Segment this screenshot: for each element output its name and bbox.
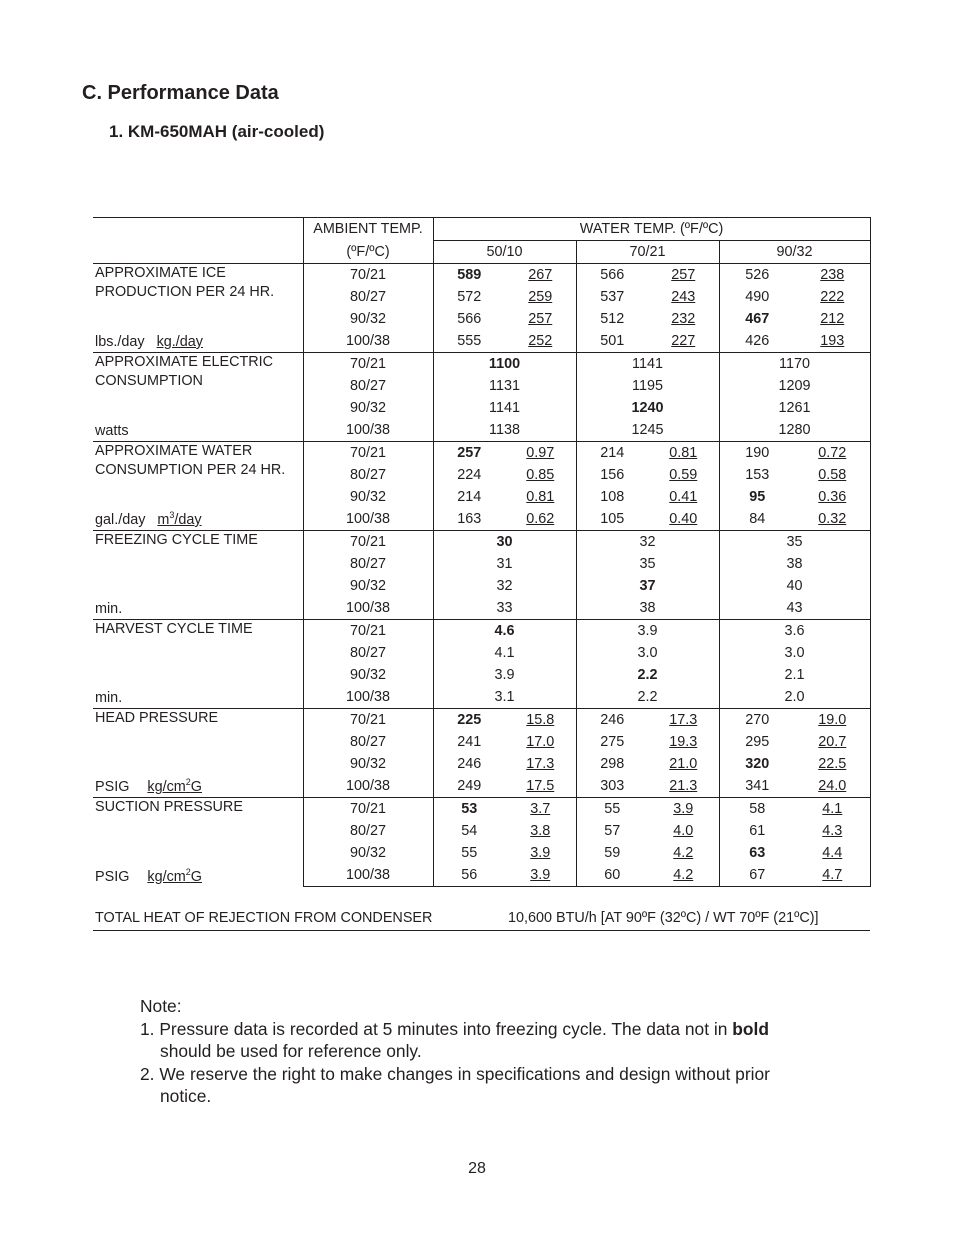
value-cell: 1280	[719, 419, 870, 442]
value-cell: 43	[719, 597, 870, 620]
ambient-temp-cell: 80/27	[303, 642, 433, 664]
ambient-unit-header: (ºF/ºC)	[303, 241, 433, 264]
value-cell: 0.81	[648, 442, 719, 465]
ambient-header: AMBIENT TEMP.	[303, 218, 433, 241]
value-cell: 61	[749, 823, 766, 839]
value-cell: 163	[433, 508, 505, 531]
value-cell: 55	[461, 845, 478, 861]
unit-primary: min.	[95, 601, 123, 617]
header-row-1	[93, 218, 870, 241]
value-cell: 295	[745, 734, 770, 750]
value-cell: 1209	[719, 375, 870, 397]
value-cell: 4.1	[433, 642, 576, 664]
unit-primary: PSIG	[95, 779, 130, 795]
value-cell: 0.85	[505, 464, 576, 486]
value-cell: 537	[600, 289, 625, 305]
ambient-temp-cell: 90/32	[303, 486, 433, 508]
value-cell: 21.3	[648, 775, 719, 798]
value-cell: 0.62	[505, 508, 576, 531]
value-cell: 57	[604, 823, 621, 839]
value-cell: 1141	[576, 353, 719, 376]
value-cell: 0.59	[648, 464, 719, 486]
ambient-temp-cell: 80/27	[303, 286, 433, 308]
value-cell: 17.3	[505, 753, 576, 775]
value-cell: 490	[745, 289, 770, 305]
value-cell: 54	[461, 823, 478, 839]
value-cell: 566	[457, 311, 482, 327]
ambient-temp-cell: 100/38	[303, 775, 433, 798]
value-cell: 222	[795, 286, 870, 308]
section-label-line: CONSUMPTION PER 24 HR.	[95, 462, 286, 478]
ambient-temp-cell: 90/32	[303, 397, 433, 419]
water-col-50: 50/10	[433, 241, 576, 264]
table-row	[93, 620, 870, 643]
value-cell: 190	[719, 442, 795, 465]
value-cell: 246	[457, 756, 482, 772]
value-cell: 4.3	[795, 820, 870, 842]
value-cell: 3.9	[648, 798, 719, 821]
ambient-temp-cell: 100/38	[303, 686, 433, 709]
section-label-line: APPROXIMATE ICE	[95, 265, 226, 281]
ambient-temp-cell: 100/38	[303, 864, 433, 887]
value-cell: 37	[576, 575, 719, 597]
value-cell: 193	[795, 330, 870, 353]
value-cell: 3.7	[505, 798, 576, 821]
value-cell: 0.58	[795, 464, 870, 486]
value-cell: 40	[719, 575, 870, 597]
ambient-temp-cell: 70/21	[303, 353, 433, 376]
value-cell: 31	[433, 553, 576, 575]
value-cell: 3.0	[576, 642, 719, 664]
value-cell: 67	[719, 864, 795, 887]
value-cell: 3.9	[433, 664, 576, 686]
ambient-temp-cell: 80/27	[303, 820, 433, 842]
value-cell: 3.9	[576, 620, 719, 643]
value-cell: 0.36	[795, 486, 870, 508]
unit-primary: min.	[95, 690, 123, 706]
value-cell: 275	[600, 734, 625, 750]
value-cell: 341	[719, 775, 795, 798]
value-cell: 3.9	[505, 864, 576, 887]
table-row	[93, 709, 870, 732]
value-cell: 501	[576, 330, 648, 353]
value-cell: 1141	[433, 397, 576, 419]
ambient-temp-cell: 100/38	[303, 419, 433, 442]
ambient-temp-cell: 80/27	[303, 464, 433, 486]
value-cell: 566	[576, 264, 648, 287]
section-unit	[95, 512, 202, 528]
value-cell: 4.6	[433, 620, 576, 643]
value-cell: 4.2	[648, 842, 719, 864]
unit-secondary: $kg/cm^2G$	[147, 866, 202, 885]
section-label	[93, 264, 303, 353]
value-cell: 2.0	[719, 686, 870, 709]
section-label-line: HARVEST CYCLE TIME	[95, 621, 253, 637]
value-cell: 1245	[576, 419, 719, 442]
value-cell: 1261	[719, 397, 870, 419]
value-cell: 95	[749, 489, 766, 505]
value-cell: 3.0	[719, 642, 870, 664]
ambient-temp-cell: 70/21	[303, 531, 433, 554]
value-cell: 35	[719, 531, 870, 554]
section-label-line: HEAD PRESSURE	[95, 710, 219, 726]
section-unit	[95, 601, 122, 617]
value-cell: 526	[719, 264, 795, 287]
value-cell: 53	[433, 798, 505, 821]
value-cell: 4.0	[648, 820, 719, 842]
value-cell: 2.1	[719, 664, 870, 686]
note-2-line-2: notice.	[160, 1086, 212, 1106]
unit-secondary: $m^3$/day	[157, 510, 202, 528]
page-number: 28	[468, 1160, 486, 1177]
value-cell: 227	[648, 330, 719, 353]
value-cell: 84	[719, 508, 795, 531]
section-title: C. Performance Data	[82, 82, 279, 104]
value-cell: 243	[648, 286, 719, 308]
table-row	[93, 353, 870, 376]
value-cell: 241	[457, 734, 482, 750]
value-cell: 0.72	[795, 442, 870, 465]
value-cell: 3.8	[505, 820, 576, 842]
ambient-temp-cell: 90/32	[303, 575, 433, 597]
value-cell: 2.2	[576, 664, 719, 686]
section-label-line: SUCTION PRESSURE	[95, 799, 243, 815]
value-cell: 38	[719, 553, 870, 575]
section-label-line: PRODUCTION PER 24 HR.	[95, 284, 275, 300]
ambient-temp-cell: 70/21	[303, 709, 433, 732]
section-label	[93, 353, 303, 442]
value-cell: 2.2	[576, 686, 719, 709]
section-label	[93, 709, 303, 798]
value-cell: 24.0	[795, 775, 870, 798]
value-cell: 572	[457, 289, 482, 305]
value-cell: 32	[433, 575, 576, 597]
unit-secondary: $kg/cm^2G$	[147, 777, 202, 795]
value-cell: 0.40	[648, 508, 719, 531]
heat-rejection-row	[93, 908, 870, 931]
note-2-line-1: 2. We reserve the right to make changes in specifications and design without prior	[140, 1064, 770, 1084]
ambient-temp-cell: 80/27	[303, 731, 433, 753]
value-cell: 238	[795, 264, 870, 287]
ambient-temp-cell: 70/21	[303, 798, 433, 821]
value-cell: 105	[576, 508, 648, 531]
section-label	[93, 531, 303, 620]
value-cell: 3.9	[505, 842, 576, 864]
value-cell: 252	[505, 330, 576, 353]
performance-table	[93, 217, 871, 887]
subsection-title: 1. KM-650MAH (air-cooled)	[109, 122, 325, 141]
heat-rejection-value: 10,600 BTU/h [AT 90ºF (32ºC) / WT 70ºF (21ºC)]	[508, 910, 819, 926]
ambient-temp-cell: 90/32	[303, 753, 433, 775]
value-cell: 1100	[433, 353, 576, 376]
value-cell: 56	[433, 864, 505, 887]
value-cell: 257	[648, 264, 719, 287]
header-label-cell	[93, 218, 303, 264]
value-cell: 259	[505, 286, 576, 308]
value-cell: 4.4	[795, 842, 870, 864]
ambient-temp-cell: 70/21	[303, 620, 433, 643]
value-cell: 108	[600, 489, 625, 505]
section-label-line: APPROXIMATE WATER	[95, 443, 253, 459]
value-cell: 55	[576, 798, 648, 821]
value-cell: 17.5	[505, 775, 576, 798]
section-label-line: FREEZING CYCLE TIME	[95, 532, 258, 548]
value-cell: 1240	[576, 397, 719, 419]
note-title: Note:	[140, 996, 182, 1016]
value-cell: 214	[576, 442, 648, 465]
value-cell: 63	[749, 845, 766, 861]
value-cell: 512	[600, 311, 625, 327]
unit-primary: lbs./day	[95, 334, 145, 350]
value-cell: 38	[576, 597, 719, 620]
value-cell: 225	[433, 709, 505, 732]
heat-rejection-label: TOTAL HEAT OF REJECTION FROM CONDENSER	[95, 910, 433, 926]
value-cell: 30	[433, 531, 576, 554]
ambient-temp-cell: 70/21	[303, 264, 433, 287]
value-cell: 1195	[576, 375, 719, 397]
ambient-temp-cell: 70/21	[303, 442, 433, 465]
unit-primary: PSIG	[95, 868, 130, 885]
section-label	[93, 798, 303, 887]
table-row	[93, 264, 870, 287]
note-1-line-1: 1. Pressure data is recorded at 5 minutes into freezing cycle. The data not in bold	[140, 1019, 769, 1039]
value-cell: 212	[795, 308, 870, 330]
unit-secondary: kg./day	[156, 334, 204, 350]
value-cell: 60	[576, 864, 648, 887]
value-cell: 298	[600, 756, 625, 772]
water-col-70: 70/21	[576, 241, 719, 264]
value-cell: 156	[600, 467, 625, 483]
value-cell: 257	[505, 308, 576, 330]
ambient-temp-cell: 100/38	[303, 330, 433, 353]
note-1-line-2: should be used for reference only.	[160, 1041, 422, 1061]
value-cell: 4.2	[648, 864, 719, 887]
value-cell: 0.97	[505, 442, 576, 465]
value-cell: 303	[576, 775, 648, 798]
ambient-temp-cell: 90/32	[303, 308, 433, 330]
section-unit	[95, 690, 122, 706]
water-temp-header: WATER TEMP. (ºF/ºC)	[433, 218, 870, 241]
value-cell: 249	[433, 775, 505, 798]
section-unit	[95, 334, 203, 350]
value-cell: 270	[719, 709, 795, 732]
table-row	[93, 442, 870, 465]
value-cell: 257	[433, 442, 505, 465]
value-cell: 0.41	[648, 486, 719, 508]
value-cell: 0.81	[505, 486, 576, 508]
value-cell: 20.7	[795, 731, 870, 753]
ambient-temp-cell: 80/27	[303, 553, 433, 575]
value-cell: 224	[457, 467, 482, 483]
ambient-temp-cell: 90/32	[303, 842, 433, 864]
table-row	[93, 798, 870, 821]
value-cell: 22.5	[795, 753, 870, 775]
value-cell: 58	[719, 798, 795, 821]
ambient-temp-cell: 80/27	[303, 375, 433, 397]
value-cell: 267	[505, 264, 576, 287]
section-unit	[95, 423, 129, 439]
section-label-line: CONSUMPTION	[95, 373, 203, 389]
section-unit	[95, 866, 202, 885]
value-cell: 17.0	[505, 731, 576, 753]
value-cell: 426	[719, 330, 795, 353]
value-cell: 4.1	[795, 798, 870, 821]
unit-primary: watts	[95, 423, 129, 439]
unit-primary: gal./day	[95, 512, 146, 528]
ambient-temp-cell: 100/38	[303, 508, 433, 531]
value-cell: 1170	[719, 353, 870, 376]
value-cell: 589	[433, 264, 505, 287]
value-cell: 15.8	[505, 709, 576, 732]
value-cell: 153	[745, 467, 770, 483]
ambient-temp-cell: 100/38	[303, 597, 433, 620]
value-cell: 232	[648, 308, 719, 330]
value-cell: 467	[745, 311, 770, 327]
section-label-line: APPROXIMATE ELECTRIC	[95, 354, 274, 370]
value-cell: 246	[576, 709, 648, 732]
table-row	[93, 531, 870, 554]
value-cell: 35	[576, 553, 719, 575]
value-cell: 19.3	[648, 731, 719, 753]
value-cell: 3.6	[719, 620, 870, 643]
value-cell: 21.0	[648, 753, 719, 775]
value-cell: 33	[433, 597, 576, 620]
ambient-temp-cell: 90/32	[303, 664, 433, 686]
section-label	[93, 620, 303, 709]
value-cell: 0.32	[795, 508, 870, 531]
value-cell: 19.0	[795, 709, 870, 732]
value-cell: 3.1	[433, 686, 576, 709]
section-label	[93, 442, 303, 531]
value-cell: 214	[457, 489, 482, 505]
value-cell: 1138	[433, 419, 576, 442]
value-cell: 4.7	[795, 864, 870, 887]
value-cell: 59	[604, 845, 621, 861]
section-unit	[95, 779, 202, 795]
water-col-90: 90/32	[719, 241, 870, 264]
value-cell: 555	[433, 330, 505, 353]
value-cell: 320	[745, 756, 770, 772]
value-cell: 32	[576, 531, 719, 554]
value-cell: 17.3	[648, 709, 719, 732]
value-cell: 1131	[433, 375, 576, 397]
